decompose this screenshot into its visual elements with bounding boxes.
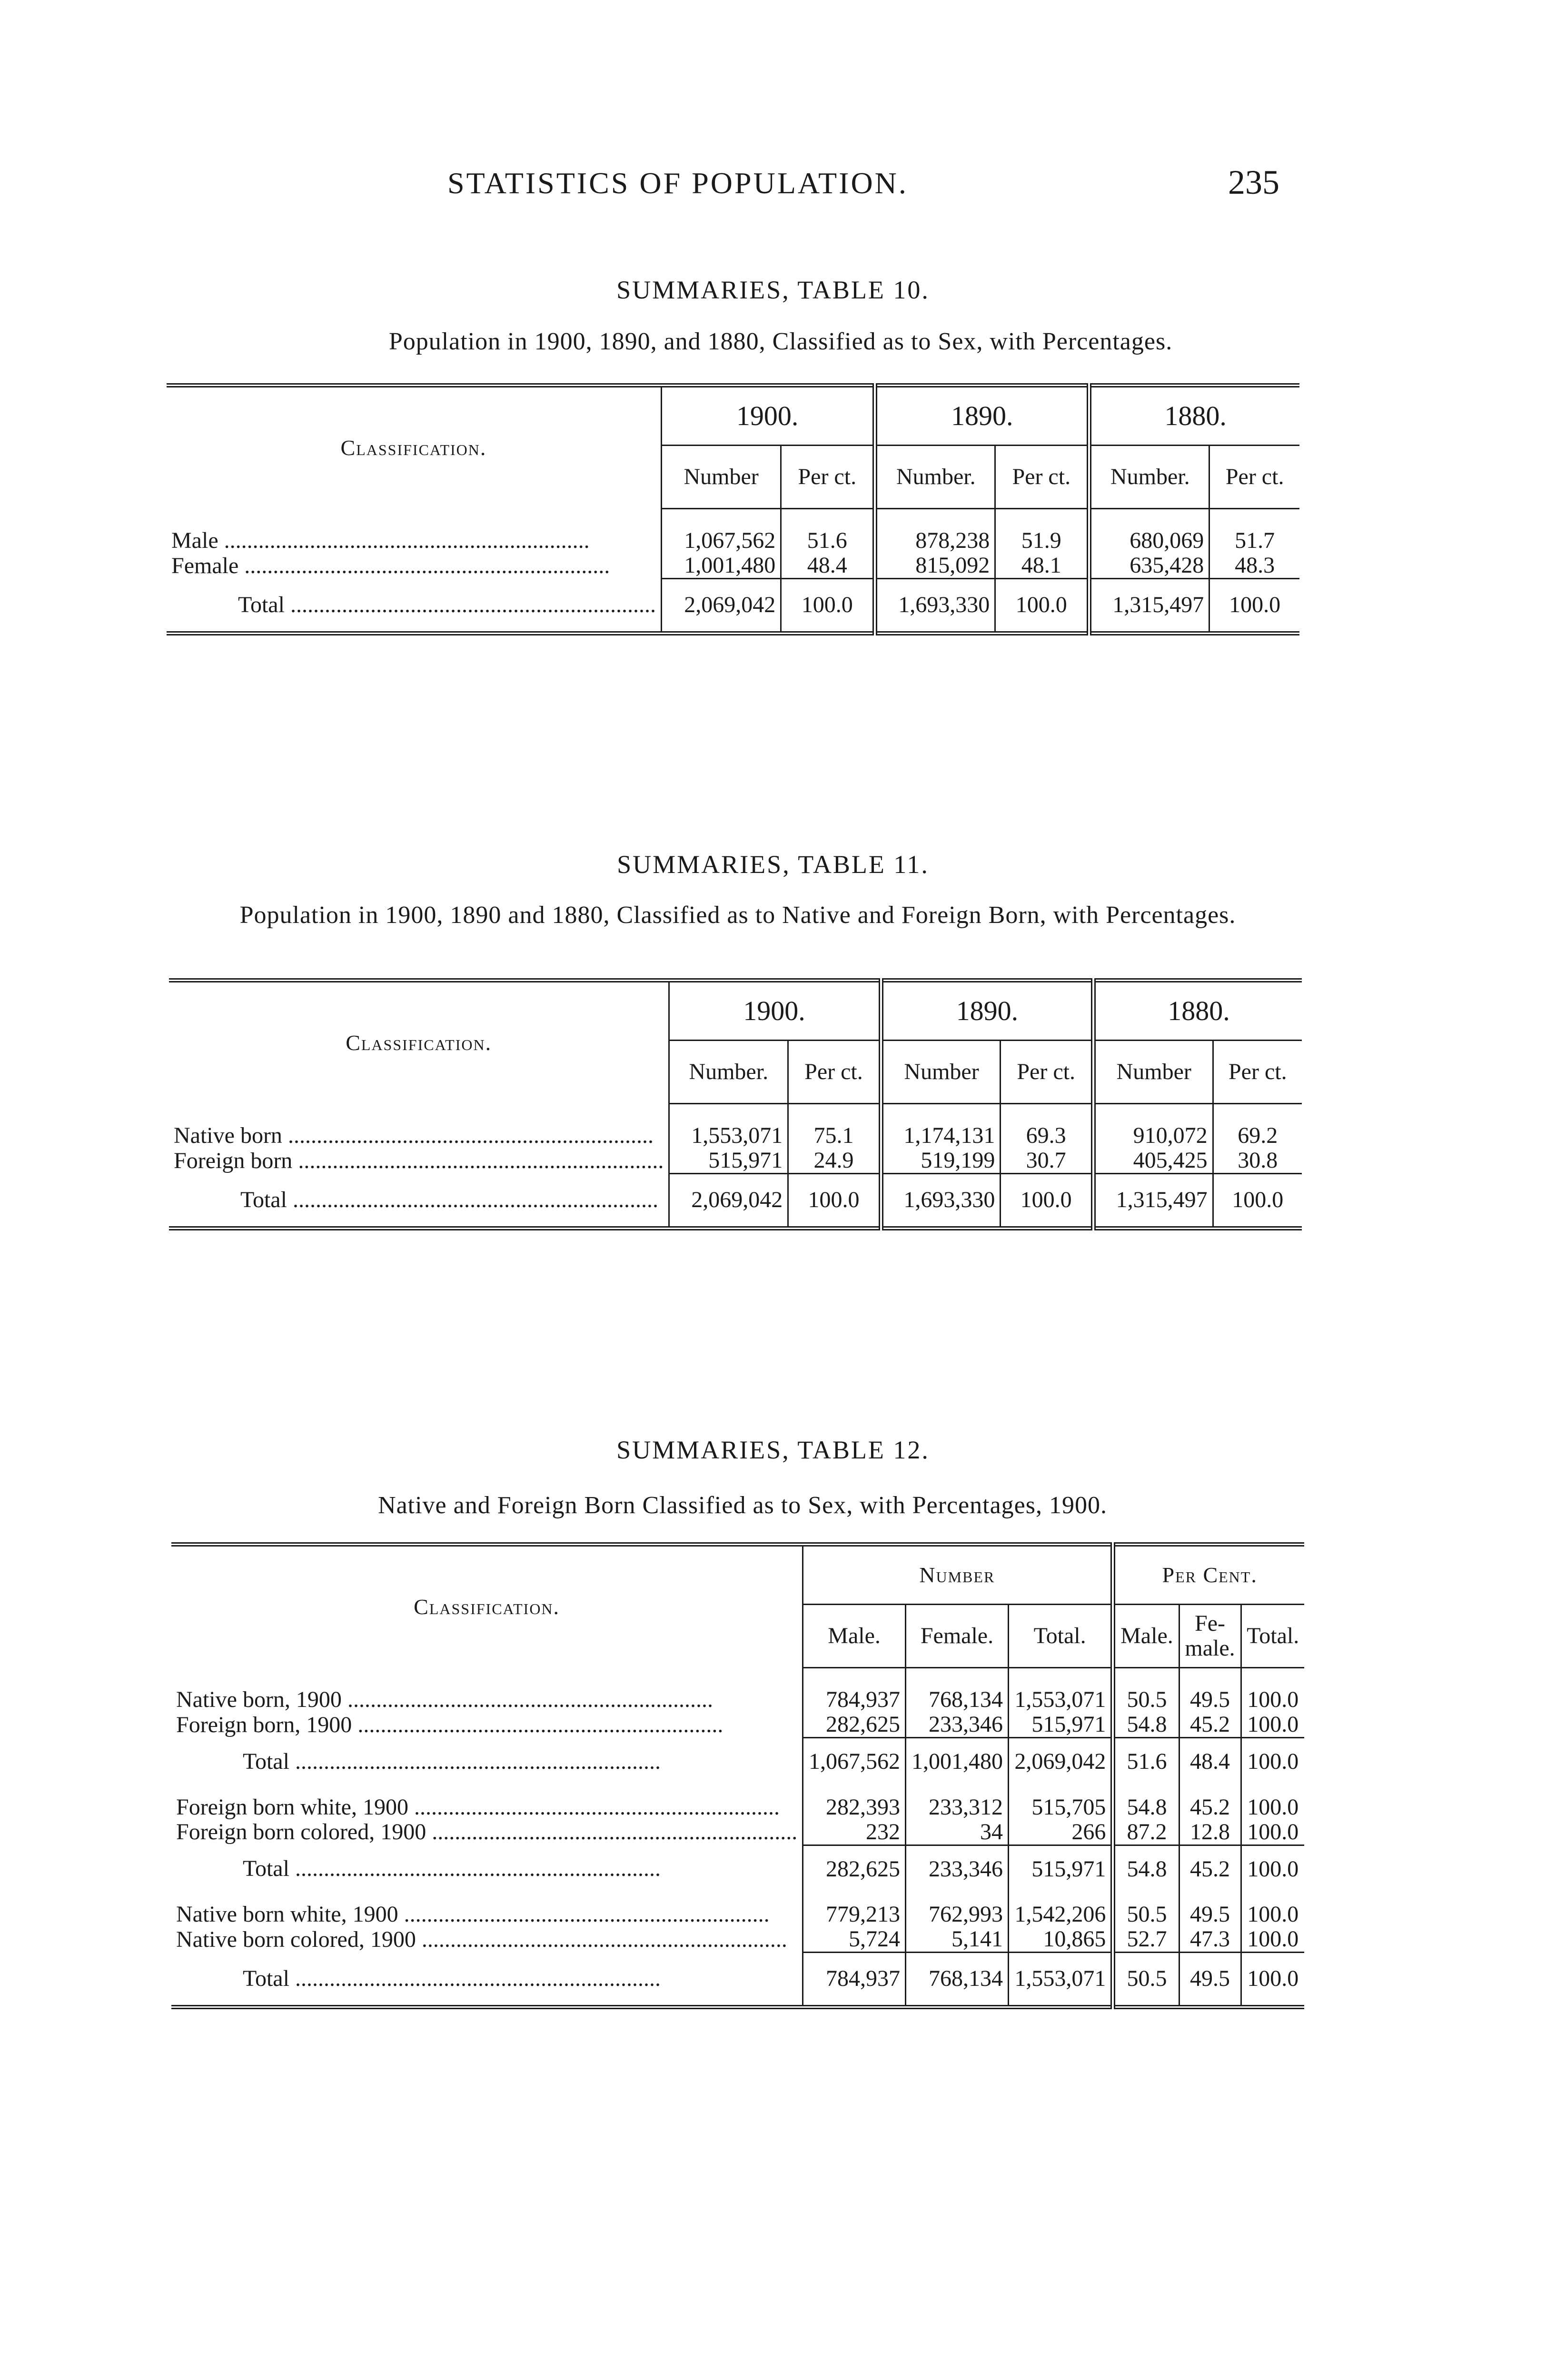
cell: 48.3 [1235, 553, 1275, 578]
row-label: Foreign born colored, 1900 [176, 1819, 426, 1845]
cell: 51.6 [781, 528, 875, 553]
table11-subheader: Per ct. [1001, 1041, 1093, 1104]
table10-subheader: Number. [875, 446, 995, 509]
cell: 515,971 [669, 1148, 788, 1174]
cell: 51.9 [995, 528, 1090, 553]
cell: 519,199 [881, 1148, 1001, 1174]
cell: 49.5 [1179, 1687, 1241, 1712]
cell: 1,553,071 [1008, 1953, 1113, 2007]
cell: 100.0 [1241, 1845, 1304, 1893]
cell: 515,971 [1008, 1712, 1113, 1738]
table10-classification-header: Classification. [167, 386, 661, 509]
cell: 100.0 [1001, 1174, 1093, 1229]
table-row [171, 1785, 1304, 1820]
table10-year-1880: 1880. [1089, 386, 1299, 446]
table10-caption: Population in 1900, 1890, and 1880, Classified as to Sex, with Percentages. [388, 328, 1173, 355]
table12-subheader: Male. [803, 1605, 906, 1668]
cell: 1,001,480 [661, 553, 781, 579]
cell: 233,312 [906, 1785, 1009, 1820]
cell: 47.3 [1179, 1927, 1241, 1953]
cell: 1,001,480 [906, 1738, 1009, 1785]
cell: 282,393 [803, 1785, 906, 1820]
table11-classification-header: Classification. [169, 981, 669, 1104]
table-row [171, 1687, 1304, 1712]
table-row-total [169, 1174, 1302, 1229]
table-row [167, 553, 1299, 579]
cell: 54.8 [1113, 1785, 1179, 1820]
cell: 100.0 [1247, 1819, 1299, 1844]
cell: 233,346 [906, 1845, 1009, 1893]
cell: 100.0 [1213, 1174, 1302, 1229]
cell: 48.4 [781, 553, 875, 579]
cell: 51.6 [1113, 1738, 1179, 1785]
table12 [171, 1542, 1304, 2009]
cell: 100.0 [995, 579, 1090, 634]
cell: 54.8 [1113, 1712, 1179, 1738]
table10-subheader: Per ct. [995, 446, 1090, 509]
cell: 1,693,330 [875, 579, 995, 634]
table11-title: SUMMARIES, TABLE 11. [617, 850, 929, 879]
table12-group-percent: Per Cent. [1113, 1545, 1304, 1605]
cell: 2,069,042 [661, 579, 781, 634]
cell: 87.2 [1113, 1820, 1179, 1845]
cell: 30.8 [1238, 1148, 1278, 1173]
cell: 282,625 [803, 1712, 906, 1738]
row-label: Male [171, 528, 218, 553]
table12-caption: Native and Foreign Born Classified as to Sex, with Percentages, 1900. [378, 1492, 1107, 1519]
table10 [167, 383, 1299, 635]
cell: 49.5 [1179, 1953, 1241, 2007]
row-label: Female [171, 553, 239, 578]
cell: 30.7 [1001, 1148, 1093, 1174]
table11-subheader: Number [1093, 1041, 1213, 1104]
table11-year-1880: 1880. [1093, 981, 1302, 1041]
table11-subheader: Per ct. [1213, 1041, 1302, 1104]
cell: 1,693,330 [881, 1174, 1001, 1229]
cell: 1,174,131 [881, 1123, 1001, 1148]
cell: 233,346 [906, 1712, 1009, 1738]
row-label: Native born [174, 1123, 282, 1148]
cell: 54.8 [1113, 1845, 1179, 1893]
cell: 24.9 [788, 1148, 881, 1174]
cell: 815,092 [875, 553, 995, 579]
cell: 45.2 [1179, 1785, 1241, 1820]
cell: 12.8 [1179, 1820, 1241, 1845]
row-label: Total [240, 1187, 287, 1212]
cell: 45.2 [1179, 1845, 1241, 1893]
row-label: Foreign born, 1900 [176, 1712, 352, 1737]
table11-subheader: Number. [669, 1041, 788, 1104]
table-row-total [171, 1953, 1304, 2007]
cell: 50.5 [1113, 1893, 1179, 1927]
table10-year-1900: 1900. [661, 386, 875, 446]
table10-year-1890: 1890. [875, 386, 1089, 446]
page-number: 235 [1228, 163, 1279, 201]
table-row-total [171, 1738, 1304, 1785]
table10-title: SUMMARIES, TABLE 10. [616, 276, 930, 304]
cell: 5,724 [803, 1927, 906, 1953]
cell: 1,067,562 [803, 1738, 906, 1785]
cell: 2,069,042 [1008, 1738, 1113, 1785]
table-row [167, 528, 1299, 553]
table10-subheader: Per ct. [781, 446, 875, 509]
cell: 48.1 [995, 553, 1090, 579]
cell: 1,553,071 [669, 1123, 788, 1148]
table10-subheader: Number [661, 446, 781, 509]
cell: 10,865 [1008, 1927, 1113, 1953]
cell: 48.4 [1179, 1738, 1241, 1785]
cell: 635,428 [1089, 553, 1209, 579]
table12-subheader: Total. [1241, 1605, 1304, 1668]
row-label: Native born, 1900 [176, 1687, 342, 1712]
cell: 100.0 [1241, 1953, 1304, 2007]
cell: 69.3 [1001, 1123, 1093, 1148]
cell: 100.0 [1247, 1794, 1299, 1820]
running-title: STATISTICS OF POPULATION. [447, 166, 908, 200]
cell: 1,067,562 [661, 528, 781, 553]
cell: 100.0 [1247, 1687, 1299, 1712]
table11-subheader: Number [881, 1041, 1001, 1104]
cell: 266 [1008, 1820, 1113, 1845]
table12-group-number: Number [803, 1545, 1113, 1605]
row-label: Total [243, 1965, 289, 1991]
cell: 232 [803, 1820, 906, 1845]
cell: 768,134 [906, 1953, 1009, 2007]
cell: 1,542,206 [1008, 1893, 1113, 1927]
table11-year-1890: 1890. [881, 981, 1093, 1041]
cell: 878,238 [875, 528, 995, 553]
table11-caption: Population in 1900, 1890 and 1880, Classified as to Native and Foreign Born, with Percentages. [239, 902, 1236, 929]
row-label: Native born colored, 1900 [176, 1926, 416, 1952]
cell: 34 [906, 1820, 1009, 1845]
cell: 51.7 [1235, 528, 1275, 553]
table-row [169, 1123, 1302, 1148]
table-row [171, 1893, 1304, 1927]
table10-subheader: Per ct. [1209, 446, 1299, 509]
cell: 1,553,071 [1008, 1687, 1113, 1712]
cell: 45.2 [1179, 1712, 1241, 1738]
table12-title: SUMMARIES, TABLE 12. [616, 1436, 930, 1464]
cell: 69.2 [1238, 1123, 1278, 1148]
table-row [171, 1927, 1304, 1953]
cell: 515,705 [1008, 1785, 1113, 1820]
table12-subheader: Male. [1113, 1605, 1179, 1668]
cell: 49.5 [1179, 1893, 1241, 1927]
cell: 100.0 [1247, 1926, 1299, 1952]
cell: 100.0 [1247, 1712, 1299, 1737]
cell: 1,315,497 [1089, 579, 1209, 634]
row-label: Foreign born white, 1900 [176, 1794, 408, 1820]
cell: 1,315,497 [1093, 1174, 1213, 1229]
row-label: Total [243, 1856, 289, 1881]
cell: 784,937 [803, 1687, 906, 1712]
cell: 100.0 [781, 579, 875, 634]
cell: 50.5 [1113, 1953, 1179, 2007]
table-row [171, 1820, 1304, 1845]
table11 [169, 978, 1302, 1230]
cell: 100.0 [1247, 1902, 1299, 1927]
cell: 768,134 [906, 1687, 1009, 1712]
cell: 515,971 [1008, 1845, 1113, 1893]
row-label: Foreign born [174, 1148, 293, 1173]
table12-subheader: Fe-male. [1179, 1605, 1241, 1668]
cell: 75.1 [788, 1123, 881, 1148]
table12-classification-header: Classification. [171, 1545, 803, 1668]
cell: 2,069,042 [669, 1174, 788, 1229]
table-row [171, 1712, 1304, 1738]
table11-year-1900: 1900. [669, 981, 881, 1041]
row-label: Native born white, 1900 [176, 1902, 398, 1927]
table12-subheader: Female. [906, 1605, 1009, 1668]
cell: 100.0 [1241, 1738, 1304, 1785]
table-row [169, 1148, 1302, 1174]
cell: 762,993 [906, 1893, 1009, 1927]
cell: 50.5 [1113, 1687, 1179, 1712]
table-row-total [171, 1845, 1304, 1893]
cell: 680,069 [1089, 528, 1209, 553]
cell: 779,213 [803, 1893, 906, 1927]
cell: 405,425 [1093, 1148, 1213, 1174]
cell: 100.0 [1209, 579, 1299, 634]
cell: 100.0 [788, 1174, 881, 1229]
row-label: Total [238, 592, 285, 617]
cell: 282,625 [803, 1845, 906, 1893]
table12-subheader: Total. [1008, 1605, 1113, 1668]
table-row-total [167, 579, 1299, 634]
cell: 52.7 [1113, 1927, 1179, 1953]
cell: 784,937 [803, 1953, 906, 2007]
cell: 5,141 [906, 1927, 1009, 1953]
table10-subheader: Number. [1089, 446, 1209, 509]
cell: 910,072 [1093, 1123, 1213, 1148]
table11-subheader: Per ct. [788, 1041, 881, 1104]
row-label: Total [243, 1748, 289, 1774]
